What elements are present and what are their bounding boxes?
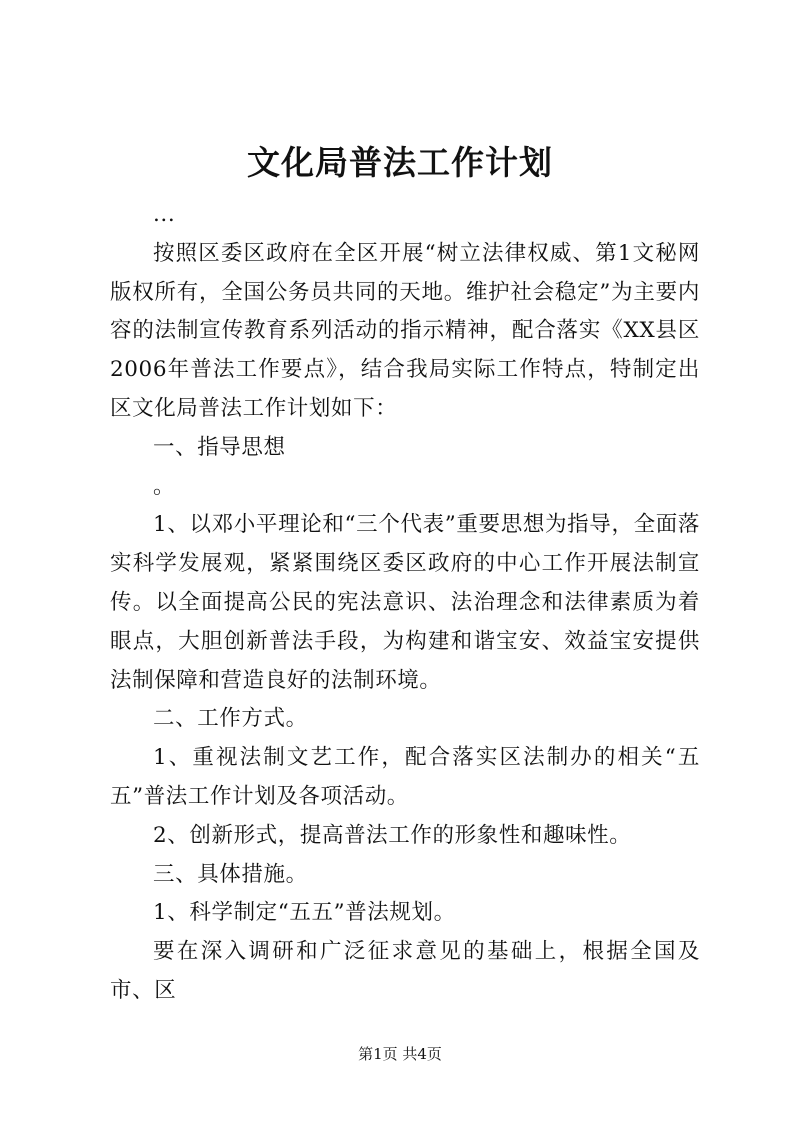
paragraph-method-1: 1、重视法制文艺工作，配合落实区法制办的相关“五五”普法工作计划及各项活动。 (110, 745, 700, 809)
heading-specific-measures: 三、具体措施。 (153, 861, 308, 887)
paragraph-measure-1: 1、科学制定“五五”普法规划。 (153, 900, 456, 926)
page-number-footer: 第1页 共4页 (358, 1045, 442, 1063)
paragraph-measure-1-detail: 要在深入调研和广泛征求意见的基础上，根据全国及市、区 (110, 939, 700, 1003)
period-line: 。 (153, 473, 176, 499)
heading-guiding-ideology: 一、指导思想 (153, 434, 286, 460)
paragraph-guiding-item-1: 1、以邓小平理论和“三个代表”重要思想为指导，全面落实科学发展观，紧紧围绕区委区政府的中心工作开展法制宣传。以全面提高公民的宪法意识、法治理念和法律素质为着眼点，大胆创新普法手段，为构建和谐宝安、效益宝安提供法制保障和营造良好的法制环境。 (110, 512, 700, 693)
document-title: 文化局普法工作计划 (247, 143, 553, 182)
paragraph-intro: 按照区委区政府在全区开展“树立法律权威、第1文秘网版权所有，全国公务员共同的天地。维护社会稳定”为主要内容的法制宣传教育系列活动的指示精神，配合落实《XX县区2006年普法工作要点》，结合我局实际工作特点，特制定出区文化局普法工作计划如下： (110, 240, 700, 421)
document-body (110, 196, 700, 1011)
ellipsis-line: ... (153, 202, 176, 227)
heading-work-methods: 二、工作方式。 (153, 706, 308, 732)
paragraph-method-2: 2、创新形式，提高普法工作的形象性和趣味性。 (153, 822, 632, 848)
